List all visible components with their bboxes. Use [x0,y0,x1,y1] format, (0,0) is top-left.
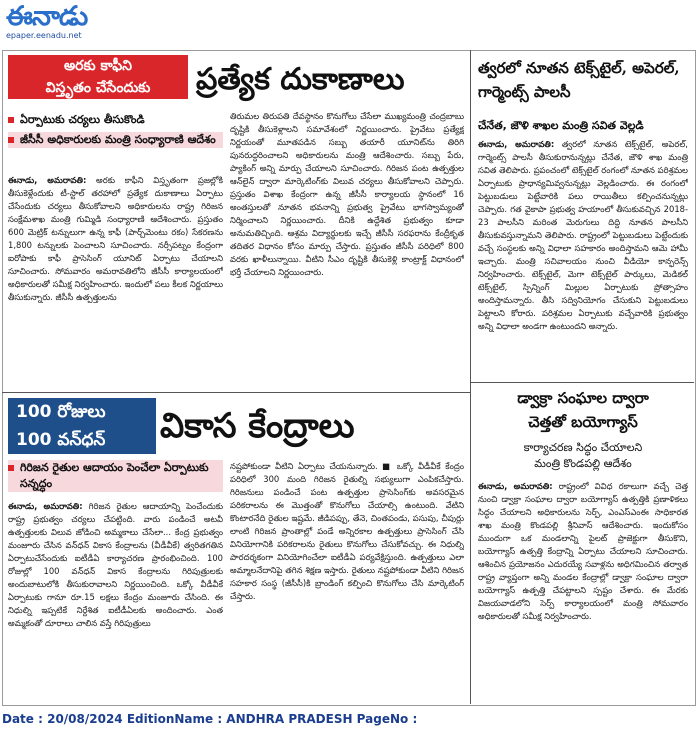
article1-col2 [230,110,464,386]
article2-tag-line2: 100 వన్‌ధన్ [16,430,106,450]
article2-col2-text: నష్టపోకుండా వీటిని ఏర్పాటు చేయనున్నారు. ■ ఒక్కో వీడీవీకే కేంద్రం పరిధిలో 300 మంది గిరిజన రైతుల్ని సభ్యులుగా ఎంపికచేస్తారు. గిరిజనులు పండించే పంట ఉత్పత్తుల ప్రాసెసింగ్‌కు అవసరమైన పరికరాలను ఈ మొత్తంతో కొనుగోలు చేయాల్సి ఉంటుంది. వేటిని కొంటారనేది రైతుల ఇష్టమే. జీడిపప్పు, తేనె, చింతపండు, పసుపు, చీపుర్లు లాంటి గిరిజన ప్రాంతాల్లో పండే అన్నిరకాల ఉత్పత్తులు ప్రాసెసింగ్ చేసి వినియోగానికి పరికరాలను రైతులు కొనుగోలు చేసుకోవచ్చు. ఈ నిధుల్ని పారదర్శకంగా వినియోగించేలా ఐటీడీఏ పర్యవేక్షిస్తుంది. ఉత్పత్తులు ఎలా అమ్మాలనేదానిపై తగిన శిక్షణ ఇస్తారు. రైతులు నష్టపోకుండా వీటిని గిరిజన సహకార సంస్థ (జీసీసీ)కి బ్రాండింగ్ కల్పించి కొనుగోలు చేసి మార్కెటింగ్ చేస్తారు. [230,461,464,601]
article2-bullet-1: గిరిజన రైతుల ఆదాయం పెంచేలా ఏర్పాటుకు సన్నద్ధం [8,460,223,492]
article3-dateline: ఈనాడు, అమరావతి: [478,139,555,149]
article2-headline: వికాస కేంద్రాలు [160,406,355,446]
article3-body-text: త్వరలో నూతన టెక్స్‌టైల్, అపెరల్, గార్మెంట్స్ పాలసీ తీసుకురానున్నట్లు చేనేత, జౌళి శాఖ మంత్రి సవిత తెలిపారు. ప్రపంచంలో టెక్స్‌టైల్ రంగంలో నూతన పరిశ్రమల ఏర్పాటుకు ప్రాధాన్యమివ్వనున్నట్లు వెల్లడించారు. ఈ రంగంలో పెట్టుబడులు పెట్టేవారికి పలు రాయితీలు కల్పించనున్నట్లు చెప్పారు. గత వైకాపా ప్రభుత్వ హయాంలో తీసుకువచ్చిన 2018-23 పాలసీని మరింత మెరుగులు దిద్ది నూతన పాలసీని తీసుకువస్తున్నామని తెలిపారు. రాష్ట్రంలో పెట్టుబడులు పెట్టేందుకు వచ్చే సంస్థలకు అన్ని విధాలా సహకారం అందిస్తామని ఆమె హామీ ఇచ్చారు. మంత్రి సచివాలయం నుంచి వీడియో కాన్ఫరెన్స్ నిర్వహించారు. టెక్స్‌టైల్, మెగా టెక్స్‌టైల్ పార్కులు, మెడికల్ టెక్స్‌టైల్, స్పిన్నింగ్ మిల్లుల ఏర్పాటుకు ప్రోత్సాహం అందిస్తామన్నారు. తీసి సద్వినియోగం చేసుకుని పెట్టుబడులు పెట్టాలని కోరారు. పరిశ్రమల ఏర్పాటుకు వచ్చేవారికి ప్రభుత్వం అన్ని విధాలా అండగా ఉంటుందని అన్నారు. [478,139,688,331]
article1-tag-line1: అరకు కాఫీని [63,58,132,74]
article3-subhead: చేనేత, జౌళి శాఖల మంత్రి సవిత వెల్లడి [478,119,644,132]
logo-url: epaper.eenadu.net [6,31,82,40]
article1-bullet-2: జీసీసీ అధికారులకు మంత్రి సంధ్యారాణి ఆదేశం [8,132,223,148]
article2-bullets [8,460,223,492]
article1-col2-text: తిరుమల తిరుపతి దేవస్థానం కొనుగోలు చేసేలా ముఖ్యమంత్రి చంద్రబాబు దృష్టికి తీసుకెళ్లాలని సమావేశంలో నిర్ణయించారు. ప్రైవేటు ప్రత్యేక్ష నిర్ణయంతో మూతపడిన సబ్బు తయారీ యూనిట్‌ను తిరిగి పునరుద్ధరించాలని అధికారులను మంత్రి ఆదేశించారు. సబ్బు పేరు, ప్యాకింగ్ అన్ని మార్పు చేయాలని సూచించారు. గిరిజన పంట ఉత్పత్తుల ఆన్‌లైన్ ద్వారా మార్కెటింగ్‌కు విలువ చర్యలు తీసుకోవాలని చెప్పారు. ప్రస్తుతం విశాఖ కేంద్రంగా ఉన్న జీసీసీ కార్యాలయ స్థానంలో 16 అంతస్తులతో నూతన భవనాన్ని ప్రభుత్వ ప్రైవేటు భాగస్వామ్యంతో నిర్మించాలని నిర్ణయించారు. దీనికి ఉద్దేశిత ప్రభుత్వం కూడా అనుమతిచ్చింది. ఆశ్రమ విద్యార్థులకు ఇచ్చే జీసీసీ సరఫరాను కేంద్రీకృత తదితర విధానం కోసం మార్పు చేస్తారు. ప్రస్తుతం జీసీసీ పరిధిలో 800 వరకు ఖాళీలున్నాయి. వీటిని సీఎం దృష్టికి తీసుకెళ్లి కాంట్రాక్ట్ విధానంలో భర్తీ చేయాలని నిర్ణయించారు. [230,111,464,277]
article4-headline-line2: చెత్తతో బయోగ్యాస్ [528,413,638,431]
column-divider [470,50,471,704]
eenadu-logo [6,2,116,46]
article4-headline-line1: డ్వాక్రా సంఘాల ద్వారా [517,389,649,407]
article4-subhead-line1: కార్యాచరణ సిద్ధం చేయాలని [523,441,643,454]
article1-tag [8,55,188,99]
article-separator-1 [2,392,470,393]
article1-bullet-1: ఏర్పాటుకు చర్యలు తీసుకొండి [8,112,223,128]
article1-bullets [8,112,223,148]
article4-body-text: రాష్ట్రంలో వివిధ రకాలుగా వచ్చే చెత్త నుంచి డ్వాక్రా సంఘాల ద్వారా బయోగ్యాస్ ఉత్పత్తికి ప్రణాళికలు సిద్ధం చేయాలని అధికారులను సెర్ప్, ఎంఎస్ఎంఈ సాధికారత శాఖ మంత్రి కొండపల్లి శ్రీనివాస్ ఆదేశించారు. ఇందుకోసం ముందుగా ఒక మండలాన్ని పైలట్ ప్రాజెక్టుగా తీసుకొని, బయోగ్యాస్ ఉత్పత్తి కేంద్రాన్ని ఏర్పాటు చేయాలని సూచించారు. ఆశించిన ప్రయోజనం ఎదురయ్యే సవాళ్లను అధిగమించిన తర్వాత రాష్ట్ర వ్యాప్తంగా అన్ని మండల కేంద్రాల్లో డ్వాక్రా సంఘాల ద్వారా బయోగ్యాస్ ఉత్పత్తి చేపట్టాలని స్పష్టం చేశారు. ఈ మేరకు విజయవాడలోని సెర్ప్ కార్యాలయంలో మంత్రి సోమవారం అధికారులతో సమీక్ష నిర్వహించారు. [478,481,688,621]
article4-headline [478,386,688,434]
edition-info: Date : 20/08/2024 EditionName : ANDHRA PRADESH PageNo : [2,712,418,726]
article2-col1-text: గిరిజన రైతుల ఆదాయాన్ని పెంచేందుకు రాష్ట్ర ప్రభుత్వం చర్యలు చేపట్టింది. వారు పండించే అటవీ ఉత్పత్తులకు విలువ జోడించి అమ్మకాలు చేసేలా... కేంద్ర ప్రభుత్వం మంజూరు చేసిన వన్‌ధన్ వికాస కేంద్రాలను (వీడీవీకే) త్వరితగతిన ఏర్పాటుచేసేందుకు ఐటీడీఏ కార్యాచరణ ప్రారంభించింది. 100 రోజుల్లో 100 వన్‌ధన్ వికాస కేంద్రాలను గిరిపుత్రులకు అందుబాటులోకి తీసుకురావాలని నిర్ణయించింది. ఒక్కో వీడీవీకే ఏర్పాటుకు గానూ రూ.15 లక్షలు కేంద్రం మంజూరు చేసింది. ఈ నిధుల్ని ఇప్పటికే నిర్దేశిత ఐటీడీఏలకు అందించారు. ఎంత అమ్మకంతో దూరాలు చాలిన వస్తే గిరిపుత్రులు [8,501,223,628]
logo-text: ఈనాడు [6,1,88,32]
article3-headline: త్వరలో నూతన టెక్స్‌టైల్, అపెరల్, గార్మెంట్స్ పాలసీ [478,59,680,101]
article4-subhead-line2: మంత్రి కొండపల్లి ఆదేశం [534,457,632,470]
article1-col1 [8,174,223,386]
article2-tag-line1: 100 రోజులు [16,402,106,422]
article1-col1-text: అరకు కాఫీని విస్తృతంగా ప్రజల్లోకి తీసుకెళ్లేందుకు టీ-స్టాల్ తరహాలో ప్రత్యేక దుకాణాలు ఏర్పాటు చేసేందుకు చర్యలు తీసుకోవాలని అధికారులను రాష్ట్ర గిరిజన సంక్షేమశాఖ మంత్రి గుమ్మిడి సంధ్యారాణి ఆదేశించారు. ప్రస్తుతం 600 మెట్రిక్ టన్నులుగా ఉన్న కాఫీ (పార్చ్‌మెంటు రకం) సేకరణను 1,800 టన్నులకు పెంచాలని సూచించారు. నర్సీపట్నం కేంద్రంగా ఐరోపాకు కాఫీ ప్రాసెసింగ్ యూనిట్ ఏర్పాటు చేయాలని సూచించారు. సోమవారం అమరావతిలోని జీసీసీ కార్యాలయంలో అధికారులతో సమీక్ష నిర్వహించారు. ఇందులో పలు కీలక నిర్ణయాలు తీసుకున్నారు. జీసీసీ ఉత్పత్తులను [8,175,223,302]
article1-dateline: ఈనాడు, అమరావతి: [8,175,87,185]
article3-body [478,138,688,378]
article4-dateline: ఈనాడు, అమరావతి: [478,481,553,491]
article4-subhead [478,440,688,472]
article2-dateline: ఈనాడు, అమరావతి: [8,501,83,511]
article2-col1 [8,500,223,700]
article1-headline: ప్రత్యేక దుకాణాలు [196,62,405,97]
article2-col2 [230,460,464,700]
article2-tag [8,398,156,454]
article-separator-2 [470,382,694,383]
article4-body [478,480,688,700]
article1-tag-line2: విస్తృతం చేసేందుకు [45,80,151,96]
